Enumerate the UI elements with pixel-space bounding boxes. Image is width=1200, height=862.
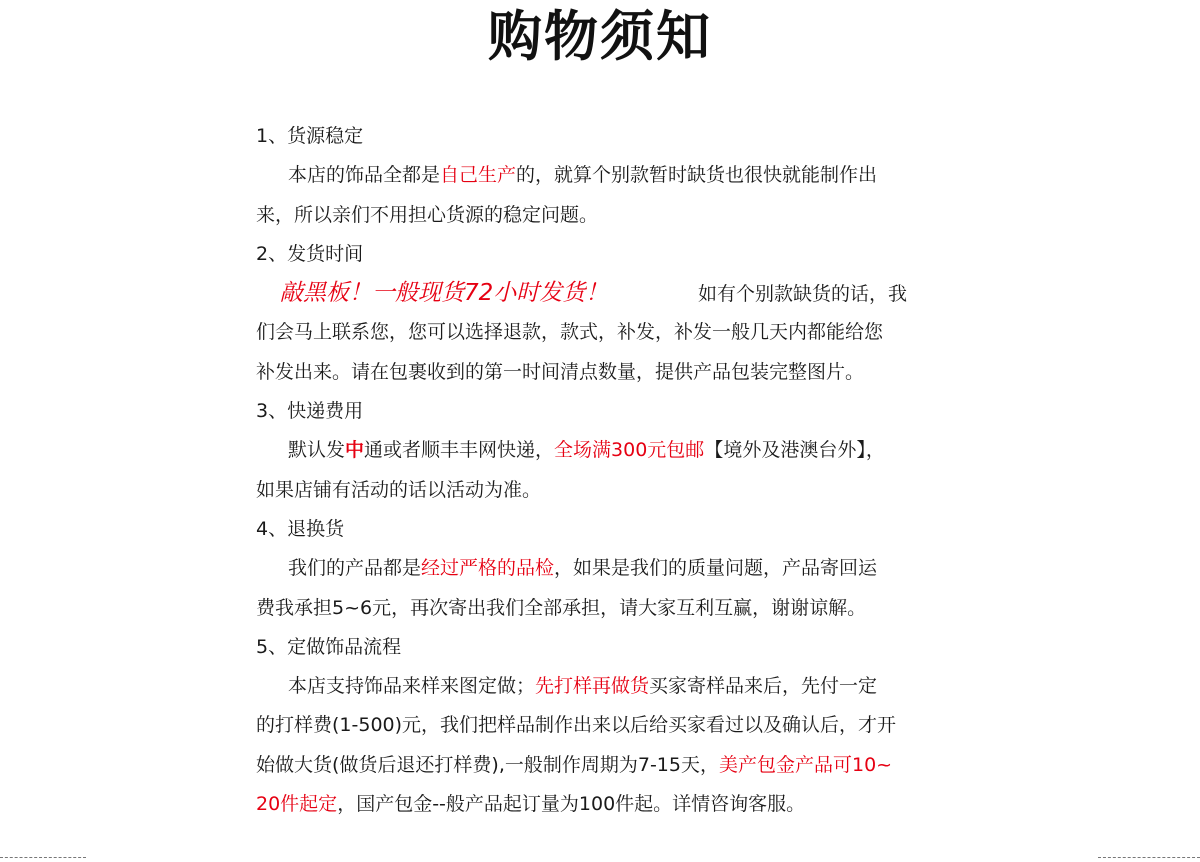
section-1-line-1 [256, 156, 946, 195]
section-2-heading: 2、发货时间 [256, 242, 364, 265]
section-5-heading: 5、定做饰品流程 [256, 635, 402, 658]
section-2-line-3: 补发出来。请在包裹收到的第一时间清点数量，提供产品包装完整图片。 [256, 360, 865, 383]
section-5-line-3 [256, 746, 946, 785]
section-4-line-2: 费我承担5~6元，再次寄出我们全部承担，请大家互利互赢，谢谢谅解。 [256, 596, 867, 619]
min-order-highlight: 美产包金产品可10~ [719, 753, 893, 776]
section-4-text: ，如果是我们的质量问题，产品寄回运 [554, 557, 878, 580]
section-3-text: 默认发 [288, 439, 346, 462]
section-3-text: 通或者顺丰丰网快递， [364, 439, 555, 462]
free-shipping-highlight: 全场满300元包邮 [554, 439, 705, 462]
bottom-divider-right [1098, 857, 1200, 858]
section-4-line-1 [256, 549, 946, 588]
min-order-highlight: 20件起定 [256, 793, 338, 816]
section-1-line-2: 来，所以亲们不用担心货源的稳定问题。 [256, 203, 599, 226]
section-5-line-1 [256, 667, 946, 706]
page-title: 购物须知 [488, 5, 712, 68]
section-5-text: ，国产包金--般产品起订量为100件起。详情咨询客服。 [337, 793, 806, 816]
section-5-line-4 [256, 785, 946, 824]
section-4-text: 我们的产品都是 [288, 557, 422, 580]
section-1-text: 本店的饰品全都是 [288, 164, 441, 187]
section-3-heading: 3、快递费用 [256, 400, 364, 423]
section-1-heading: 1、货源稳定 [256, 125, 364, 147]
sample-first-highlight: 先打样再做货 [535, 675, 650, 698]
section-5-line-2: 的打样费(1-500)元，我们把样品制作出来以后给买家看过以及确认后，才开 [256, 714, 897, 737]
section-3-text: 【境外及港澳台外】， [704, 439, 885, 462]
section-5-text: 始做大货(做货后退还打样费),一般制作周期为7-15天， [256, 753, 719, 776]
shipping-time-banner: 敲黑板！一般现货72小时发货！ [280, 280, 609, 307]
bottom-divider-left [0, 857, 86, 858]
section-5-text: 本店支持饰品来样来图定做； [288, 675, 536, 698]
section-3-line-2: 如果店铺有活动的话以活动为准。 [256, 478, 542, 501]
section-1-text: 的，就算个别款暂时缺货也很快就能制作出 [516, 164, 878, 187]
section-2-text: 如有个别款缺货的话，我 [698, 283, 908, 306]
section-2-line-1 [256, 274, 946, 313]
section-3-line-1 [256, 431, 946, 470]
section-4-heading: 4、退换货 [256, 517, 345, 540]
section-1-highlight: 自己生产 [440, 164, 517, 187]
section-3-highlight-carrier: 中 [345, 439, 365, 462]
section-2-line-2: 们会马上联系您，您可以选择退款，款式，补发，补发一般几天内都能给您 [256, 321, 884, 344]
section-5-text: 买家寄样品来后，先付一定 [649, 675, 878, 698]
quality-inspection-highlight: 经过严格的品检 [421, 557, 555, 580]
shopping-notice-body [256, 117, 946, 824]
